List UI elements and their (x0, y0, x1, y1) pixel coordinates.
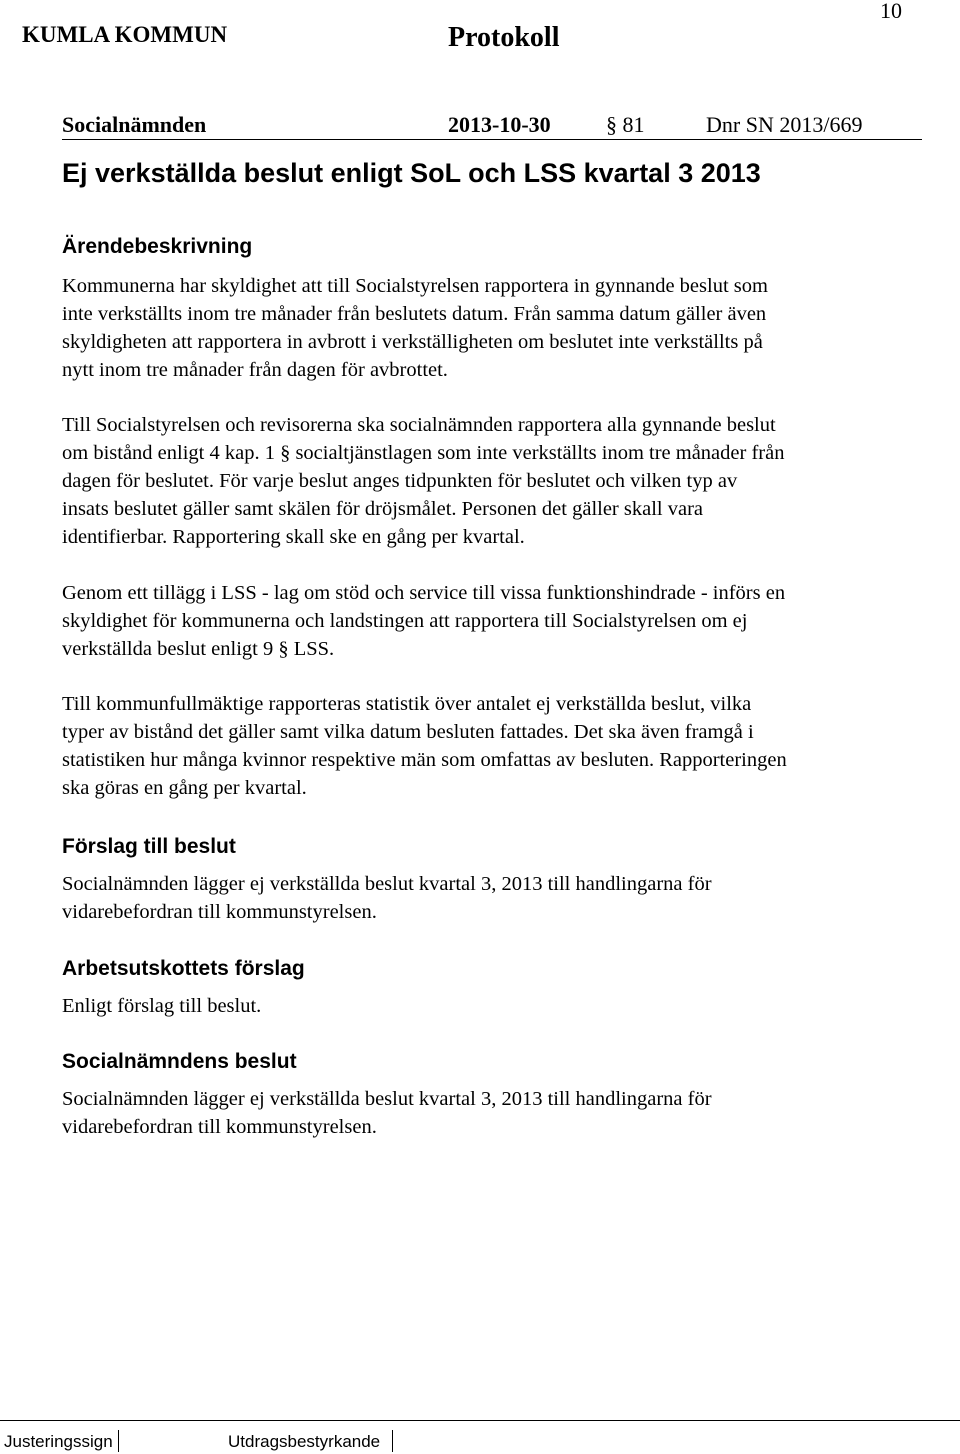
text-line: Kommunerna har skyldighet att till Socialstyrelsen rapportera in gynnande beslut som (62, 275, 768, 297)
paragraph-forslag (62, 870, 932, 926)
text-line: inte verkställts inom tre månader från beslutets datum. Från samma datum gäller även (62, 303, 767, 325)
text-line: dagen för beslutet. För varje beslut anges tidpunkten för beslutet och vilken typ av (62, 470, 738, 492)
heading-arbetsutskott: Arbetsutskottets förslag (62, 957, 305, 980)
header-divider (62, 139, 922, 140)
text-line: verkställda beslut enligt 9 § LSS. (62, 638, 335, 660)
document-type: Protokoll (448, 22, 560, 53)
utdrag-label: Utdragsbestyrkande (228, 1432, 381, 1451)
paragraph-number: § 81 (606, 112, 645, 137)
paragraph-arende-4 (62, 690, 932, 802)
document-title: Ej verkställda beslut enligt SoL och LSS kvartal 3 2013 (62, 158, 761, 188)
text-line: skyldigheten att rapportera in avbrott i verkställigheten om beslutet inte verkställts på (62, 331, 763, 353)
paragraph-arende-3 (62, 579, 932, 663)
paragraph-arende-1 (62, 272, 932, 384)
text-line: vidarebefordran till kommunstyrelsen. (62, 1116, 377, 1138)
paragraph-arbetsutskott (62, 992, 932, 1020)
text-line: identifierbar. Rapportering skall ske en gång per kvartal. (62, 526, 525, 548)
text-line: insats beslutet gäller samt skälen för dröjsmålet. Personen det gäller skall vara (62, 498, 704, 520)
text-line: statistiken hur många kvinnor respektive män som omfattas av besluten. Rapporteringen (62, 749, 787, 771)
text-line: Socialnämnden lägger ej verkställda beslut kvartal 3, 2013 till handlingarna för (62, 1088, 712, 1110)
justering-signature-box (118, 1430, 215, 1452)
justering-label: Justeringssign (4, 1432, 113, 1451)
meeting-date: 2013-10-30 (448, 112, 551, 137)
text-line: Enligt förslag till beslut. (62, 995, 262, 1017)
text-line: Till kommunfullmäktige rapporteras statistik över antalet ej verkställda beslut, vilka (62, 693, 752, 715)
board-name: Socialnämnden (62, 112, 207, 137)
footer-divider (0, 1420, 960, 1421)
text-line: Genom ett tillägg i LSS - lag om stöd och service till vissa funktionshindrade - införs en (62, 582, 786, 604)
paragraph-beslut (62, 1085, 932, 1141)
page-number: 10 (880, 0, 902, 23)
text-line: nytt inom tre månader från dagen för avbrottet. (62, 359, 448, 381)
text-line: Socialnämnden lägger ej verkställda beslut kvartal 3, 2013 till handlingarna för (62, 873, 712, 895)
heading-socialnamndens-beslut: Socialnämndens beslut (62, 1050, 297, 1073)
text-line: skyldighet för kommunerna och landstingen att rapportera till Socialstyrelsen om ej (62, 610, 748, 632)
paragraph-arende-2 (62, 411, 932, 551)
heading-arendebeskrivning: Ärendebeskrivning (62, 235, 253, 258)
utdrag-signature-box (392, 1430, 489, 1452)
text-line: om bistånd enligt 4 kap. 1 § socialtjänstlagen som inte verkställts inom tre månader från (62, 442, 785, 464)
text-line: typer av bistånd det gäller samt vilka datum besluten fattades. Det ska även framgå i (62, 721, 754, 743)
text-line: ska göras en gång per kvartal. (62, 777, 307, 799)
case-number: Dnr SN 2013/669 (706, 112, 863, 137)
heading-forslag: Förslag till beslut (62, 835, 236, 858)
municipality-name: KUMLA KOMMUN (22, 22, 228, 47)
meeting-info-row (62, 112, 922, 140)
text-line: vidarebefordran till kommunstyrelsen. (62, 901, 377, 923)
text-line: Till Socialstyrelsen och revisorerna ska socialnämnden rapportera alla gynnande beslut (62, 414, 776, 436)
